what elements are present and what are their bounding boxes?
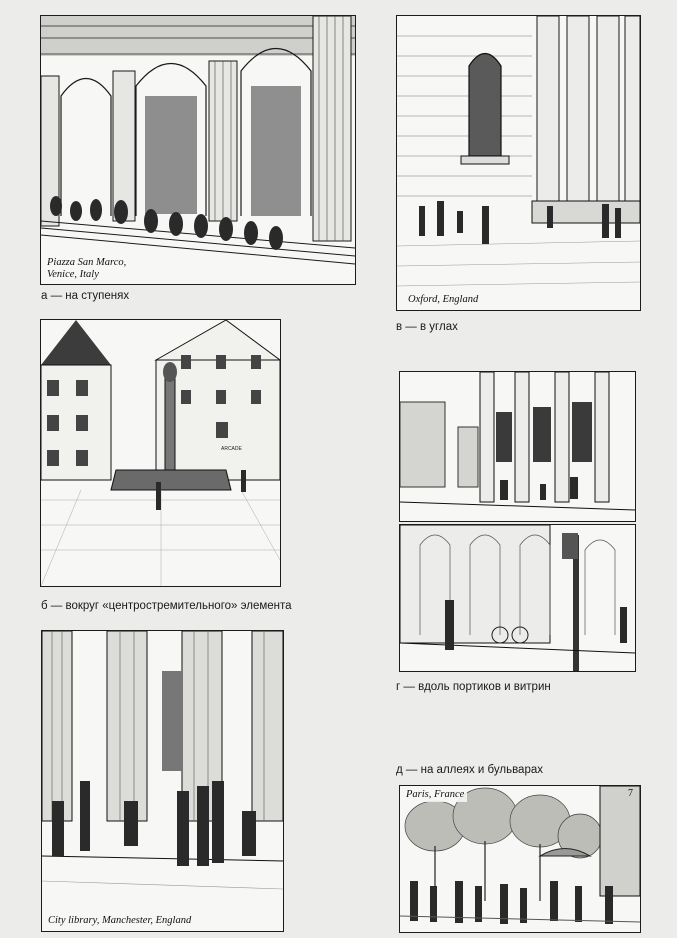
sketch-square-fountain [41, 320, 280, 586]
illustration-shop-windows [399, 524, 636, 672]
sketch-portico-columns [400, 372, 635, 521]
location-label: City library, Manchester, England [45, 914, 194, 928]
location-label: Paris, France [403, 788, 467, 802]
illustration-fountain-square [40, 319, 281, 587]
illustration-portico [399, 371, 636, 522]
sketch-arcade-walk [400, 525, 635, 671]
caption-b: б — вокруг «центростремительного» элемента [41, 600, 292, 612]
sketch-library-colonnade [42, 631, 283, 931]
sketch-building-corner [397, 16, 640, 310]
illustration-paris-boulevard [399, 785, 641, 933]
sketch-colonnade-steps [41, 16, 355, 284]
sketch-tree-lined-boulevard [400, 786, 640, 932]
street-sign-number: 7 [628, 788, 633, 799]
illustration-piazza-san-marco [40, 15, 356, 285]
caption-d: д — на аллеях и бульварах [396, 764, 543, 776]
location-label: Piazza San Marco, Venice, Italy [44, 256, 129, 282]
shop-sign: ARCADE [221, 446, 242, 452]
illustration-oxford [396, 15, 641, 311]
illustration-city-library [41, 630, 284, 932]
location-label: Oxford, England [405, 293, 481, 307]
caption-v: в — в углах [396, 321, 458, 333]
caption-a: а — на ступенях [41, 290, 130, 302]
caption-g: г — вдоль портиков и витрин [396, 681, 551, 693]
